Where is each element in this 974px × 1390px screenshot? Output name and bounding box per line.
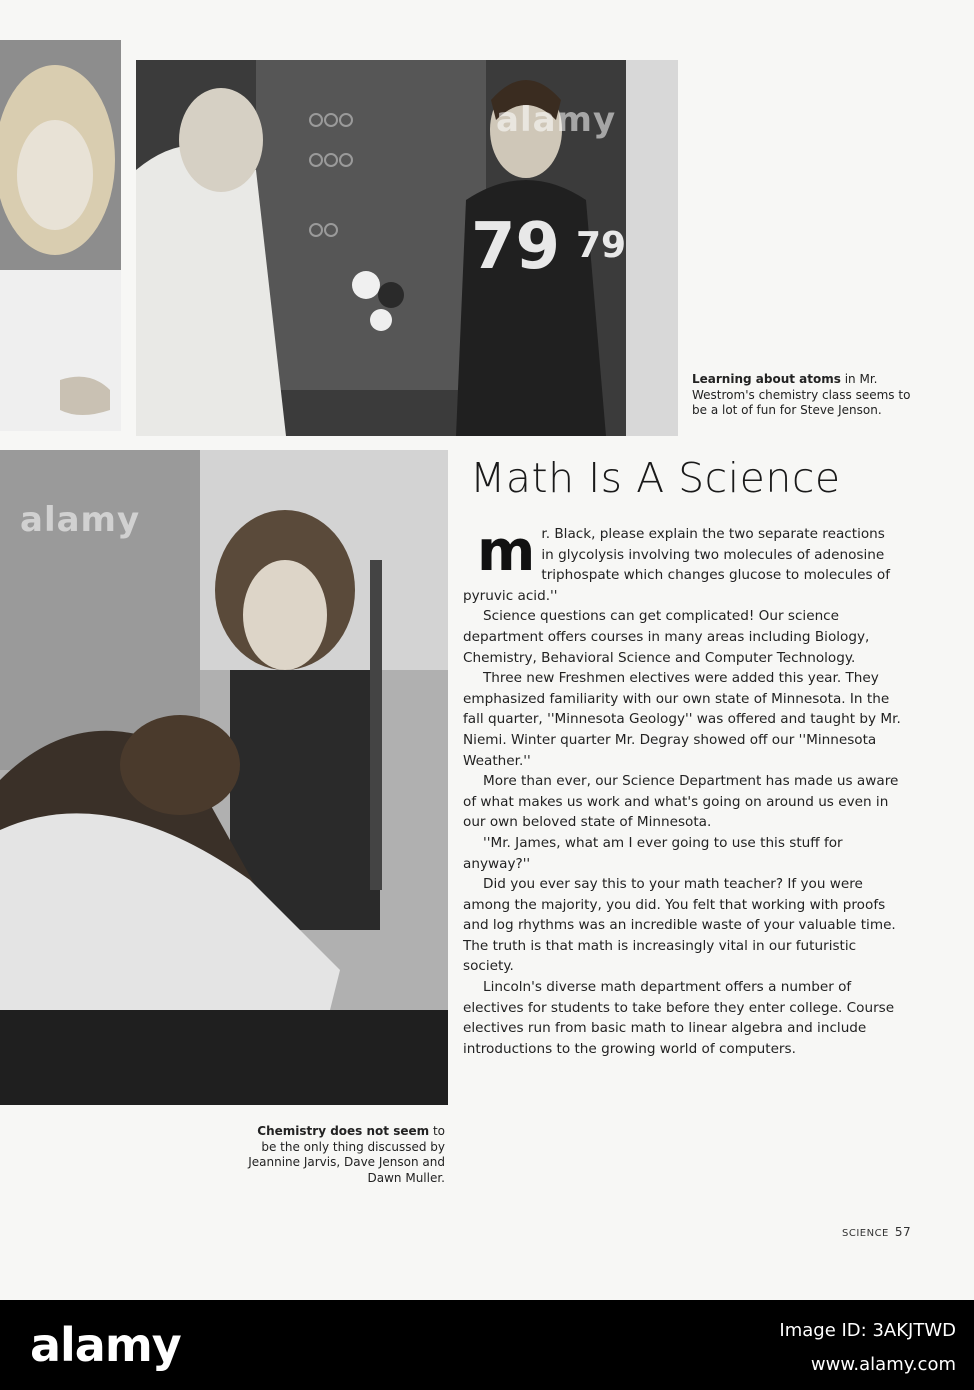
watermark-middle: alamy xyxy=(20,500,141,540)
article-paragraph-6: Did you ever say this to your math teacher? If you were among the majority, you did. You felt that working with proofs and log rhythms was an incredible waste of your valuable time. The truth is that math is increasingly vital in our futuristic society. xyxy=(463,876,896,975)
article-paragraph-5: ''Mr. James, what am I ever going to use this stuff for anyway?'' xyxy=(463,834,843,872)
photo-chemistry-class xyxy=(136,60,678,436)
page-number: 57 xyxy=(894,1225,912,1239)
photo-lab-illustration xyxy=(0,450,448,1105)
article-paragraph-3: Three new Freshmen electives were added this year. They emphasized familiarity with our own state of Minnesota. In the fall quarter, ''Minnesota Geology'' was offered and taught by Mr. Niemi. Winter quarter Mr. Degray showed off our ''Minnesota Weather.'' xyxy=(463,670,901,769)
article-paragraph-7: Lincoln's diverse math department offers a number of electives for students to take before they enter college. Course electives run from basic math to linear algebra and include introductions to the growing world of computers. xyxy=(463,979,895,1057)
jersey-number-sleeve: 79 xyxy=(576,225,627,266)
caption-chemistry-class xyxy=(692,372,917,419)
photo-lab-students xyxy=(0,450,448,1105)
photo-student-girl xyxy=(0,40,121,431)
stock-footer-bar xyxy=(0,1300,974,1390)
caption-chem-text: to be the only thing discussed by Jeannine Jarvis, Dave Jenson and Dawn Muller. xyxy=(248,1124,445,1185)
section-name: SCIENCE xyxy=(842,1228,889,1239)
caption-atoms-text: in Mr. Westrom's chemistry class seems to be a lot of fun for Steve Jenson. xyxy=(692,372,911,417)
photo-girl-illustration xyxy=(0,40,121,431)
watermark-top: alamy xyxy=(496,100,617,140)
article-p1-text: r. Black, please explain the two separate reactions in glycolysis involving two molecules of adenosine triphospate which changes glucose to molecules of pyruvic acid.'' xyxy=(463,526,891,604)
page-folio xyxy=(842,1225,911,1239)
caption-lab-students xyxy=(240,1124,445,1186)
caption-chem-lead: Chemistry does not seem xyxy=(257,1124,430,1138)
image-id: Image ID: 3AKJTWD xyxy=(779,1320,956,1341)
caption-atoms-lead: Learning about atoms xyxy=(692,372,841,386)
article-paragraph-2: Science questions can get complicated! Our science department offers courses in many areas including Biology, Chemistry, Behavioral Science and Computer Technology. xyxy=(463,608,870,666)
article-body xyxy=(463,519,901,1059)
article-headline: Math Is A Science xyxy=(470,454,841,502)
alamy-logo: alamy xyxy=(30,1318,181,1372)
article-paragraph-4: More than ever, our Science Department has made us aware of what makes us work and what's going on around us even in our own beloved state of Minnesota. xyxy=(463,773,899,831)
drop-cap: m xyxy=(477,519,536,584)
site-url: www.alamy.com xyxy=(810,1354,956,1375)
article-paragraph-1 xyxy=(463,519,901,606)
jersey-number-front: 79 xyxy=(471,210,561,284)
